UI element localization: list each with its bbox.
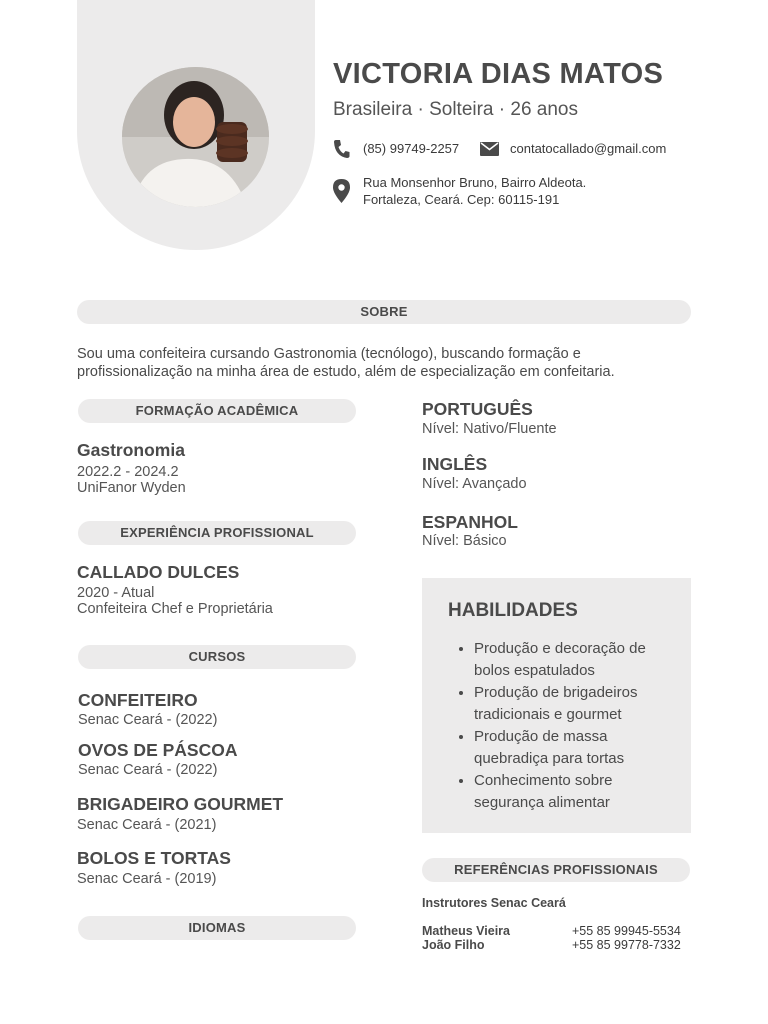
education-institution: UniFanor Wyden — [77, 480, 186, 496]
language-name: ESPANHOL — [422, 512, 518, 532]
skill-item: • Produção e decoração de bolos espatulados — [474, 638, 683, 682]
phone-number[interactable]: (85) 99749-2257 — [363, 141, 460, 156]
reference-phone[interactable]: +55 85 99778-7332 — [572, 938, 681, 952]
references-group: Instrutores Senac Ceará — [422, 896, 566, 910]
email-address[interactable]: contatocallado@gmail.com — [510, 141, 667, 156]
reference-phone[interactable]: +55 85 99945-5534 — [572, 924, 681, 938]
experience-role: Confeiteira Chef e Proprietária — [77, 601, 273, 617]
course-name: CONFEITEIRO — [78, 690, 198, 710]
course-detail: Senac Ceará - (2022) — [78, 762, 218, 778]
skill-item: • Produção de massa quebradiça para tortas — [474, 726, 683, 770]
skill-item: • Produção de brigadeiros tradicionais e gourmet — [474, 682, 683, 726]
education-course: Gastronomia — [77, 440, 185, 460]
course-detail: Senac Ceará - (2021) — [77, 817, 217, 833]
profile-photo — [122, 67, 269, 207]
languages-section-title: IDIOMAS — [78, 916, 356, 940]
skill-item: • Conhecimento sobre segurança alimentar — [474, 770, 683, 814]
education-period: 2022.2 - 2024.2 — [77, 464, 179, 480]
language-level: Nível: Avançado — [422, 476, 527, 492]
experience-period: 2020 - Atual — [77, 585, 155, 601]
candidate-name: VICTORIA DIAS MATOS — [333, 58, 664, 90]
language-level: Nível: Básico — [422, 533, 507, 549]
about-section-title: SOBRE — [77, 300, 691, 324]
language-name: PORTUGUÊS — [422, 399, 533, 419]
experience-company: CALLADO DULCES — [77, 562, 240, 582]
course-detail: Senac Ceará - (2019) — [77, 871, 217, 887]
references-section-title: REFERÊNCIAS PROFISSIONAIS — [422, 858, 690, 882]
map-pin-icon — [333, 179, 350, 208]
envelope-icon — [480, 142, 499, 161]
experience-section-title: EXPERIÊNCIA PROFISSIONAL — [78, 521, 356, 545]
course-name: BOLOS E TORTAS — [77, 848, 231, 868]
skills-title: HABILIDADES — [448, 600, 578, 621]
course-detail: Senac Ceará - (2022) — [78, 712, 218, 728]
skills-list — [448, 638, 683, 814]
courses-section-title: CURSOS — [78, 645, 356, 669]
skills-box — [422, 578, 691, 833]
address-line-1: Rua Monsenhor Bruno, Bairro Aldeota. — [363, 175, 587, 190]
education-section-title: FORMAÇÃO ACADÊMICA — [78, 399, 356, 423]
reference-name: João Filho — [422, 938, 485, 952]
reference-name: Matheus Vieira — [422, 924, 511, 938]
candidate-subtitle: Brasileira · Solteira · 26 anos — [333, 99, 578, 120]
language-name: INGLÊS — [422, 454, 488, 474]
course-name: OVOS DE PÁSCOA — [78, 740, 238, 760]
about-text: Sou uma confeiteira cursando Gastronomia (tecnólogo), buscando formação e profissionalização na minha área de estudo, além de especialização em confeitaria. — [77, 346, 615, 380]
phone-icon — [333, 139, 350, 164]
address-line-2: Fortaleza, Ceará. Cep: 60115-191 — [363, 192, 560, 207]
language-level: Nível: Nativo/Fluente — [422, 421, 557, 437]
course-name: BRIGADEIRO GOURMET — [77, 794, 284, 814]
